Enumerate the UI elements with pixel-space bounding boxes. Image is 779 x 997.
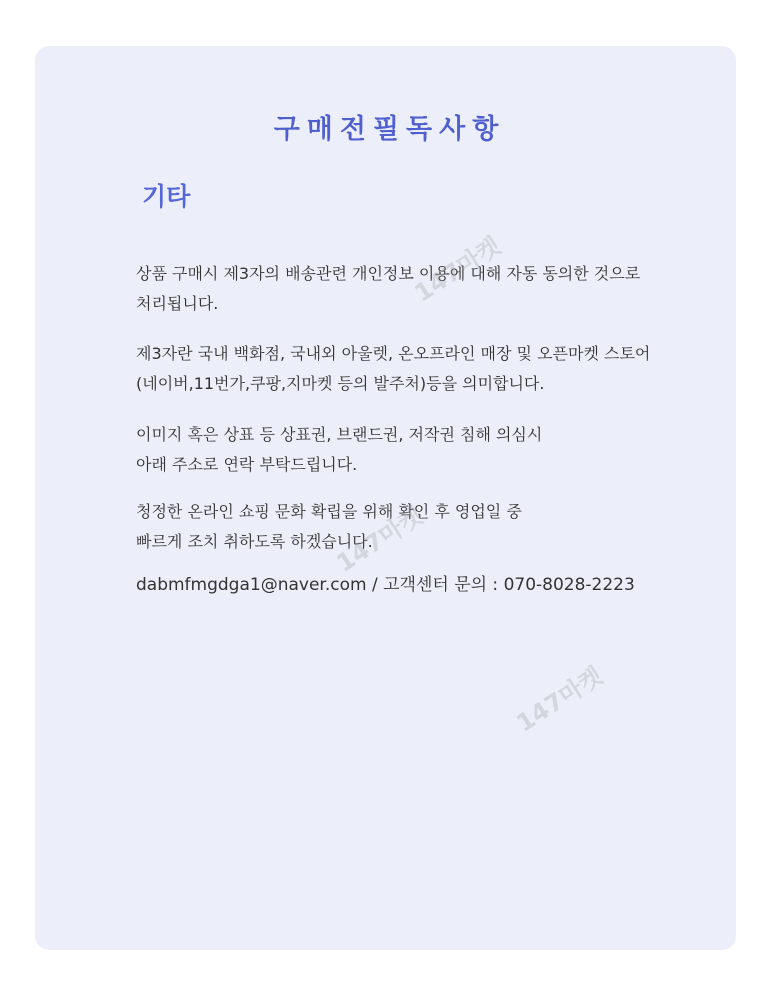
paragraph-third-party-definition: [136, 339, 716, 399]
paragraph-third-party-consent: [136, 259, 716, 319]
paragraph-line: 이미지 혹은 상표 등 상표권, 브랜드권, 저작권 침해 의심시: [136, 425, 543, 444]
paragraph-action-promise: [136, 497, 716, 557]
contact-phone: / 고객센터 문의 : 070-8028-2223: [366, 575, 635, 595]
contact-info: [136, 571, 635, 599]
paragraph-copyright-notice: [136, 420, 716, 480]
section-heading: 기타: [142, 182, 191, 211]
paragraph-line: 빠르게 조치 취하도록 하겠습니다.: [136, 532, 373, 551]
paragraph-line: 아래 주소로 연락 부탁드립니다.: [136, 455, 358, 474]
paragraph-line: 제3자란 국내 백화점, 국내외 아울렛, 온오프라인 매장 및 오픈마켓 스토어: [136, 344, 651, 363]
paragraph-line: 상품 구매시 제3자의 배송관련 개인정보 이용에 대해 자동 동의한 것으로: [136, 264, 641, 283]
page-title: 구매전필독사항: [273, 114, 506, 145]
watermark: 147마켓: [331, 501, 428, 578]
contact-email[interactable]: dabmfmgdga1@naver.com: [136, 575, 367, 595]
paragraph-line: 청정한 온라인 쇼핑 문화 확립을 위해 확인 후 영업일 중: [136, 502, 522, 521]
watermark: 147마켓: [511, 661, 608, 738]
paragraph-line: (네이버,11번가,쿠팡,지마켓 등의 발주처)등을 의미합니다.: [136, 374, 545, 393]
watermark: 147마켓: [409, 231, 506, 308]
paragraph-line: 처리됩니다.: [136, 294, 219, 313]
